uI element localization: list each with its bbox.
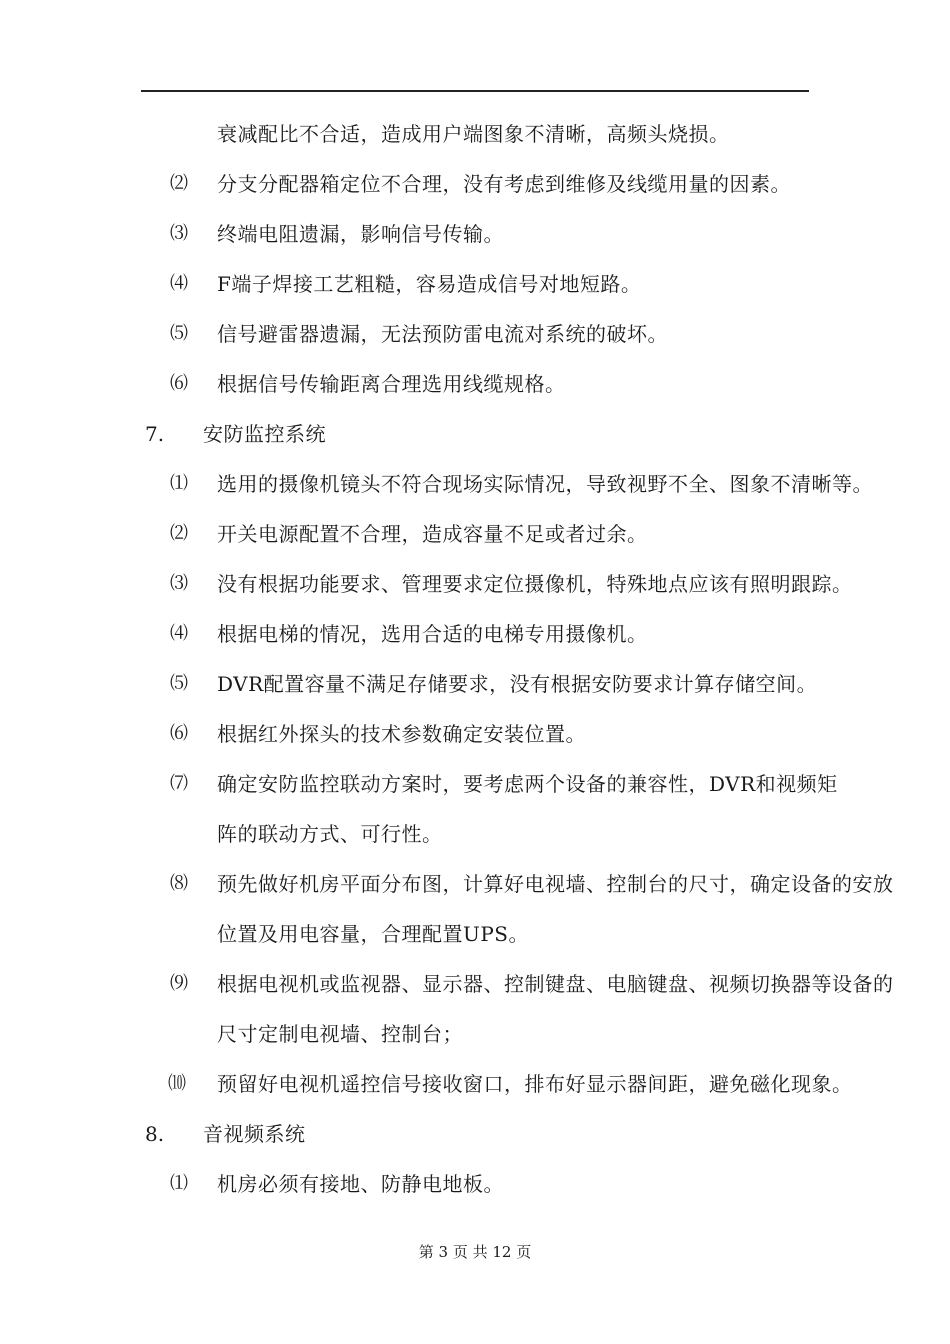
text-line: 根据信号传输距离合理选用线缆规格。 — [217, 372, 566, 396]
text-line: 预留好电视机遥控信号接收窗口，排布好显示器间距，避免磁化现象。 — [217, 1072, 853, 1096]
text-line: 尺寸定制电视墙、控制台； — [217, 1022, 463, 1046]
text-line: 终端电阻遗漏，影响信号传输。 — [217, 222, 504, 246]
item-number: ⑶ — [170, 223, 188, 244]
header-rule — [141, 90, 809, 92]
section-heading: 音视频系统 — [203, 1122, 306, 1146]
section-number: 7. — [145, 422, 165, 446]
item-number: ⑹ — [170, 373, 188, 394]
text-line: 没有根据功能要求、管理要求定位摄像机，特殊地点应该有照明跟踪。 — [217, 572, 853, 596]
text-line: 开关电源配置不合理，造成容量不足或者过余。 — [217, 522, 648, 546]
item-number: ⑺ — [170, 773, 188, 794]
item-number: ⑶ — [170, 573, 188, 594]
text-line: 预先做好机房平面分布图，计算好电视墙、控制台的尺寸，确定设备的安放 — [217, 872, 894, 896]
text-line: 根据电梯的情况，选用合适的电梯专用摄像机。 — [217, 622, 648, 646]
item-number: ⑸ — [170, 673, 188, 694]
item-number: ⑷ — [170, 623, 188, 644]
text-line: F端子焊接工艺粗糙，容易造成信号对地短路。 — [217, 272, 642, 296]
text-line: DVR配置容量不满足存储要求，没有根据安防要求计算存储空间。 — [217, 672, 818, 696]
item-number: ⑼ — [170, 973, 188, 994]
text-line: 信号避雷器遗漏，无法预防雷电流对系统的破坏。 — [217, 322, 668, 346]
text-line: 机房必须有接地、防静电地板。 — [217, 1172, 504, 1196]
item-number: ⑴ — [170, 1173, 188, 1194]
text-line: 阵的联动方式、可行性。 — [217, 822, 443, 846]
item-number: ⑴ — [170, 473, 188, 494]
text-line: 衰减配比不合适，造成用户端图象不清晰，高频头烧损。 — [217, 122, 730, 146]
text-line: 分支分配器箱定位不合理，没有考虑到维修及线缆用量的因素。 — [217, 172, 791, 196]
section-heading: 安防监控系统 — [203, 422, 326, 446]
page-footer: 第 3 页 共 12 页 — [418, 1243, 532, 1261]
item-number: ⑸ — [170, 323, 188, 344]
item-number: ⑻ — [170, 873, 188, 894]
item-number: ⑷ — [170, 273, 188, 294]
item-number: ⑹ — [170, 723, 188, 744]
text-line: 位置及用电容量，合理配置UPS。 — [217, 922, 530, 946]
text-line: 确定安防监控联动方案时，要考虑两个设备的兼容性，DVR和视频矩 — [217, 772, 838, 796]
section-number: 8. — [145, 1122, 165, 1146]
text-line: 选用的摄像机镜头不符合现场实际情况，导致视野不全、图象不清晰等。 — [217, 472, 873, 496]
item-number: ⑵ — [170, 523, 188, 544]
text-line: 根据电视机或监视器、显示器、控制键盘、电脑键盘、视频切换器等设备的 — [217, 972, 894, 996]
item-number: ⑵ — [170, 173, 188, 194]
item-number: ⑽ — [168, 1073, 186, 1094]
text-line: 根据红外探头的技术参数确定安装位置。 — [217, 722, 586, 746]
